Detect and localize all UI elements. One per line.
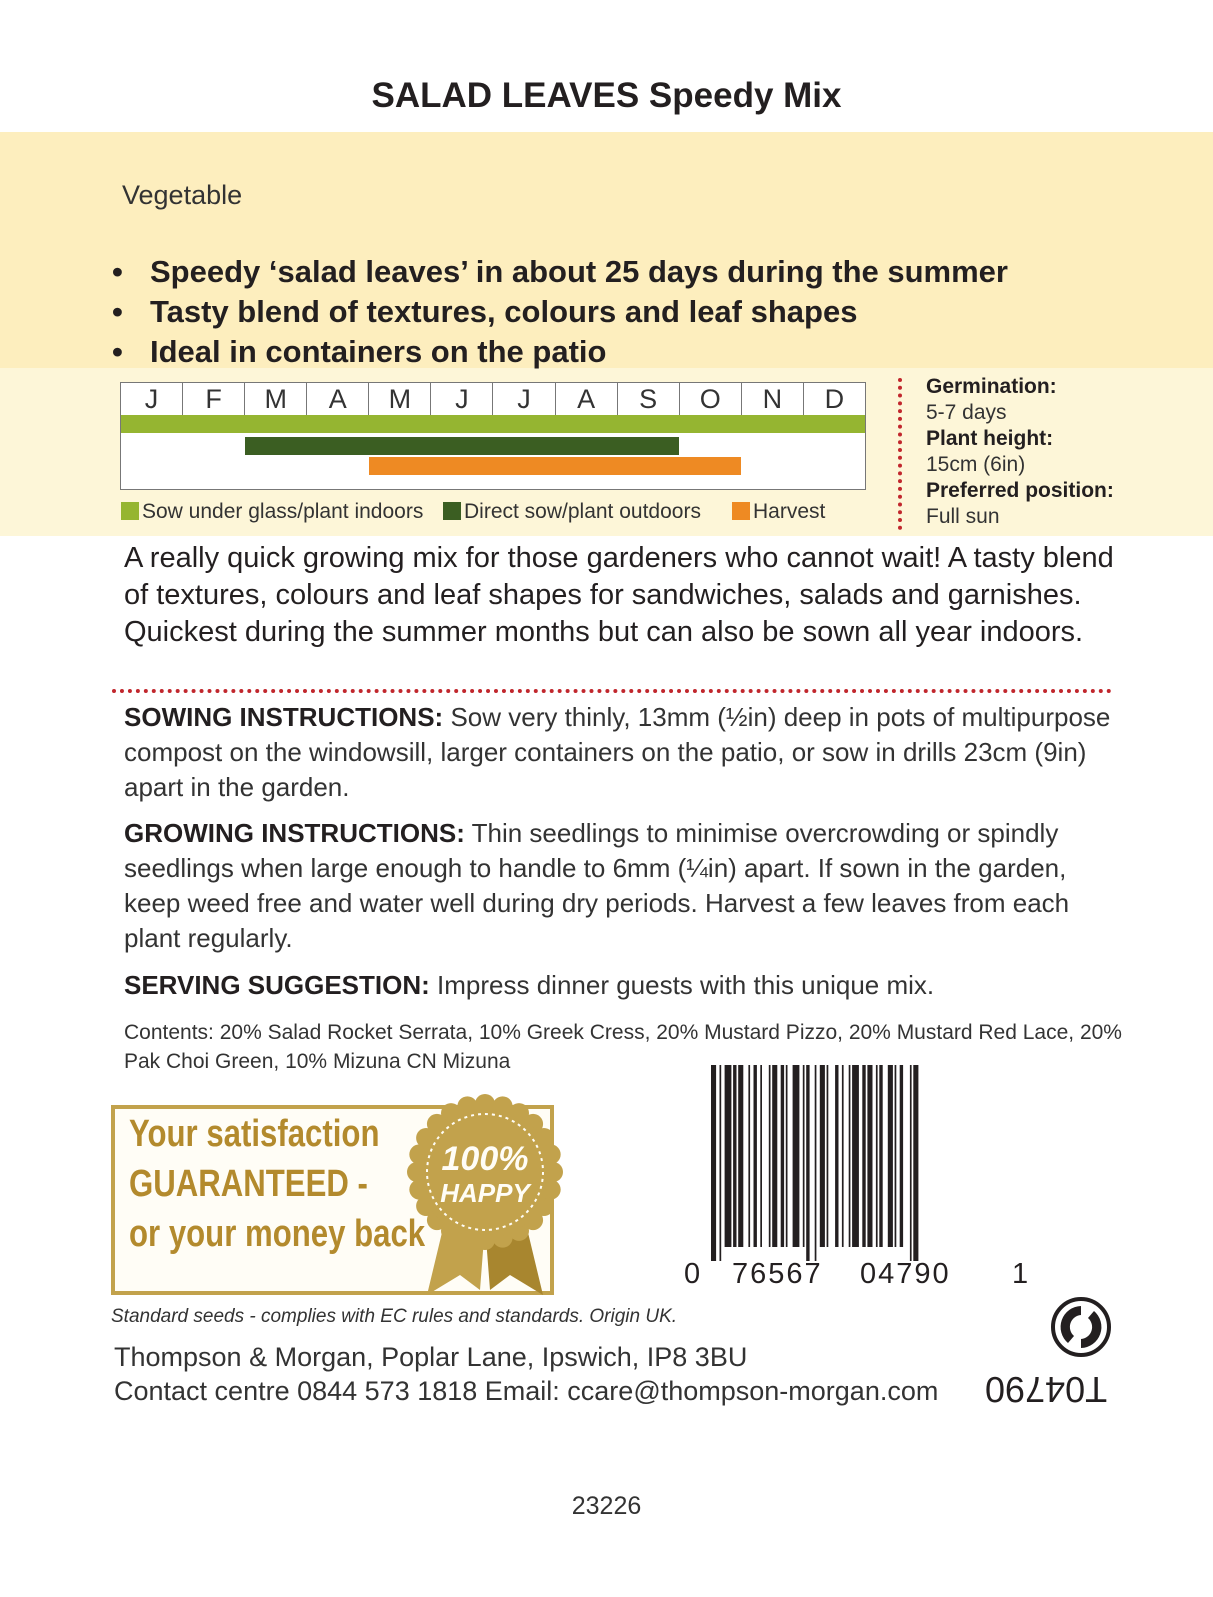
position-value: Full sun bbox=[926, 505, 1000, 528]
germination-value: 5-7 days bbox=[926, 401, 1007, 424]
dotted-divider-vertical bbox=[898, 378, 902, 530]
origin-note: Standard seeds - complies with EC rules and standards. Origin UK. bbox=[111, 1306, 678, 1327]
green-dot-recycle-icon bbox=[1050, 1296, 1112, 1358]
barcode-digits: 0 76567 04790 1 bbox=[684, 1258, 1029, 1290]
calendar-bar-harvest bbox=[369, 457, 741, 475]
legend-item-sow-outdoors: Direct sow/plant outdoors bbox=[443, 500, 701, 524]
month-8: A bbox=[555, 383, 617, 416]
bullet-icon: • bbox=[112, 254, 123, 289]
month-2: F bbox=[182, 383, 244, 416]
sowing-calendar bbox=[120, 382, 866, 490]
bullet-icon: • bbox=[112, 294, 123, 329]
height-value: 15cm (6in) bbox=[926, 453, 1026, 476]
company-address: Thompson & Morgan, Poplar Lane, Ipswich, IP8 3BU bbox=[114, 1342, 748, 1372]
month-9: S bbox=[617, 383, 679, 416]
legend-item-harvest: Harvest bbox=[732, 500, 825, 524]
feature-item: • Speedy ‘salad leaves’ in about 25 days during the summer bbox=[112, 252, 1008, 292]
month-1: J bbox=[144, 384, 159, 414]
germination-label: Germination: bbox=[926, 375, 1057, 398]
growing-instructions: GROWING INSTRUCTIONS: Thin seedlings to minimise overcrowding or spindly seedlings when large enough to handle to 6mm (¼in) apart. If sown in the garden, keep weed free and water well during dry periods. Harvest a few leaves from each plant regularly. bbox=[124, 818, 1070, 953]
month-11: N bbox=[741, 383, 803, 416]
description: A really quick growing mix for those gardeners who cannot wait! A tasty blend of textures, colours and leaf shapes for sandwiches, salads and garnishes. Quickest during the summer months but can also be sown all year indoors. bbox=[124, 542, 1114, 648]
bullet-icon: • bbox=[112, 334, 123, 369]
contact-details: Contact centre 0844 573 1818 Email: ccare@thompson-morgan.com bbox=[114, 1376, 939, 1406]
height-label: Plant height: bbox=[926, 427, 1054, 450]
plant-facts bbox=[926, 374, 1114, 530]
barcode-icon bbox=[711, 1065, 1011, 1265]
legend-swatch bbox=[443, 502, 461, 520]
product-code: T04790 bbox=[985, 1369, 1108, 1410]
seal-text-bottom: HAPPY bbox=[440, 1178, 530, 1208]
feature-list bbox=[112, 252, 1008, 372]
guarantee-line-3: or your money back bbox=[129, 1213, 426, 1255]
category-label: Vegetable bbox=[122, 180, 243, 210]
seal-text-top: 100% bbox=[441, 1140, 529, 1178]
seed-contents: Contents: 20% Salad Rocket Serrata, 10% Greek Cress, 20% Mustard Pizzo, 20% Mustard Red Lace, 20% Pak Choi Green, 10% Mizuna CN Mizuna bbox=[124, 1021, 1122, 1073]
month-10: O bbox=[679, 383, 741, 416]
batch-number: 23226 bbox=[571, 1492, 642, 1520]
page-title: SALAD LEAVES Speedy Mix bbox=[371, 76, 842, 115]
legend-swatch bbox=[732, 502, 750, 520]
happy-seal-icon bbox=[405, 1090, 565, 1300]
guarantee-line-1: Your satisfaction bbox=[129, 1113, 380, 1155]
calendar-bar-sow-indoors bbox=[121, 415, 865, 433]
month-4: A bbox=[306, 383, 368, 416]
calendar-bar-sow-outdoors bbox=[245, 437, 679, 455]
feature-item: • Ideal in containers on the patio bbox=[112, 332, 1008, 372]
feature-item: • Tasty blend of textures, colours and leaf shapes bbox=[112, 292, 1008, 332]
serving-suggestion: SERVING SUGGESTION: Impress dinner guests with this unique mix. bbox=[124, 970, 935, 1000]
month-header bbox=[121, 383, 865, 417]
position-label: Preferred position: bbox=[926, 479, 1114, 502]
legend-item-sow-indoors: Sow under glass/plant indoors bbox=[121, 500, 423, 524]
month-12: D bbox=[803, 383, 865, 416]
guarantee-line-2: GUARANTEED - bbox=[129, 1163, 368, 1205]
month-5: M bbox=[368, 383, 430, 416]
month-3: M bbox=[244, 383, 306, 416]
sowing-instructions: SOWING INSTRUCTIONS: Sow very thinly, 13mm (½in) deep in pots of multipurpose compost on the windowsill, larger containers on the patio, or sow in drills 23cm (9in) apart in the garden. bbox=[124, 702, 1111, 802]
month-6: J bbox=[430, 383, 492, 416]
dotted-divider-horizontal bbox=[112, 689, 1112, 693]
legend-swatch bbox=[121, 502, 139, 520]
month-7: J bbox=[492, 383, 554, 416]
